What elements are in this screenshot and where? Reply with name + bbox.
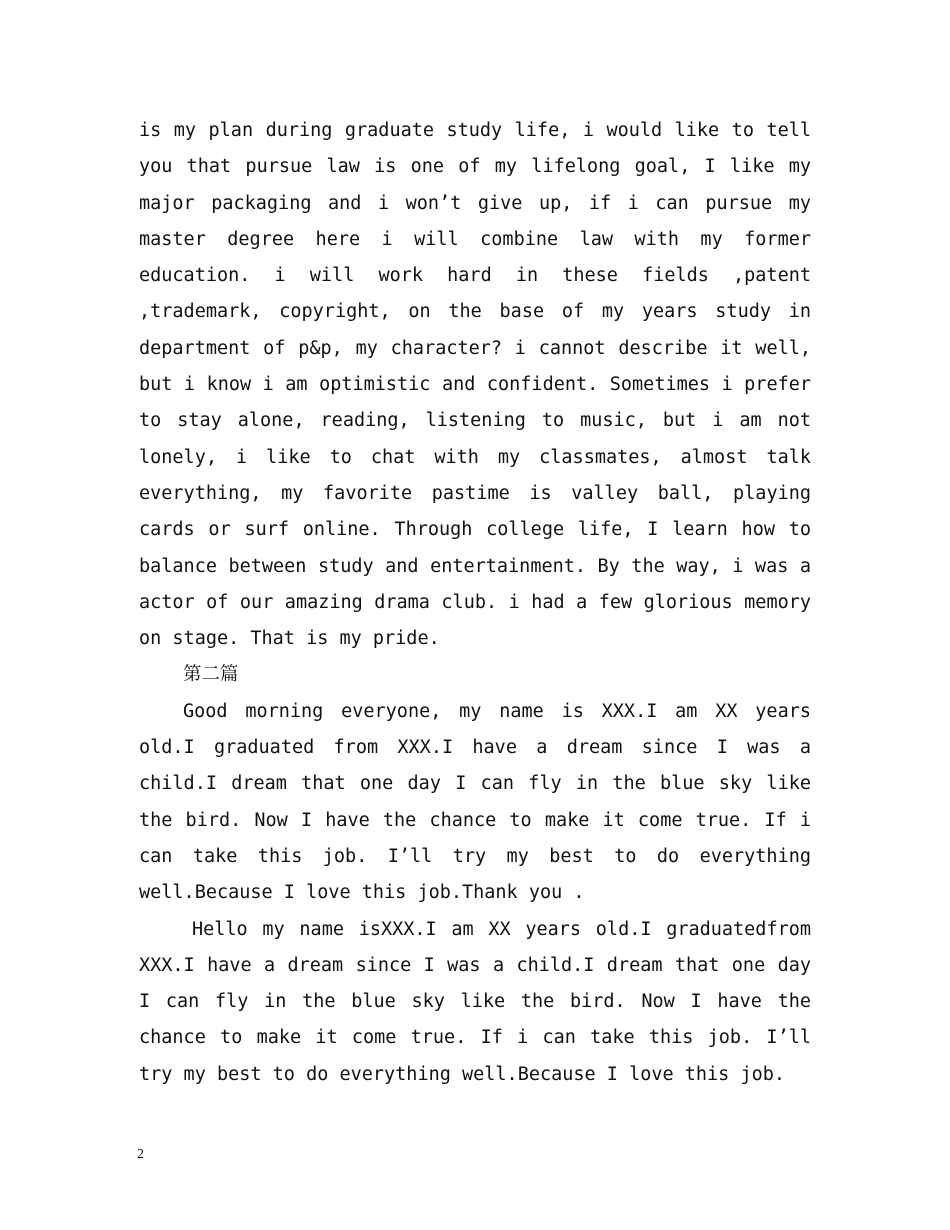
page-number: 2 (137, 1147, 144, 1162)
speech-paragraph-two: Hello my name isXXX.I am XX years old.I graduatedfrom XXX.I have a dream since I was a child.I dream that one day I can fly in the blue sky like the bird. Now I have the chance to make it come true. If i can take this job. I’ll try my best to do everything well.Because I love this job. (139, 918, 811, 1085)
page-body (139, 113, 811, 1093)
speech-paragraph-one: Good morning everyone, my name is XXX.I am XX years old.I graduated from XXX.I have a dream since I was a child.I dream that one day I can fly in the blue sky like the bird. Now I have the chance to make it come true. If i can take this job. I’ll try my best to do everything well.Because I love this job.Thank you . (139, 700, 811, 904)
section-heading: 第二篇 (183, 664, 239, 686)
continuation-paragraph: is my plan during graduate study life, i would like to tell you that pursue law is one of my lifelong goal, I like my major packaging and i won’t give up, if i can pursue my master degree here i will combine law with my former education. i will work hard in these fields ,patent ,trademark, copyright, on the base of my years study in department of p&p, my character? i cannot describe it well, but i know i am optimistic and confident. Sometimes i prefer to stay alone, reading, listening to music, but i am not lonely, i like to chat with my classmates, almost talk everything, my favorite pastime is valley ball, playing cards or surf online. Through college life, I learn how to balance between study and entertainment. By the way, i was a actor of our amazing drama club. i had a few glorious memory on stage. That is my pride. (139, 120, 811, 650)
